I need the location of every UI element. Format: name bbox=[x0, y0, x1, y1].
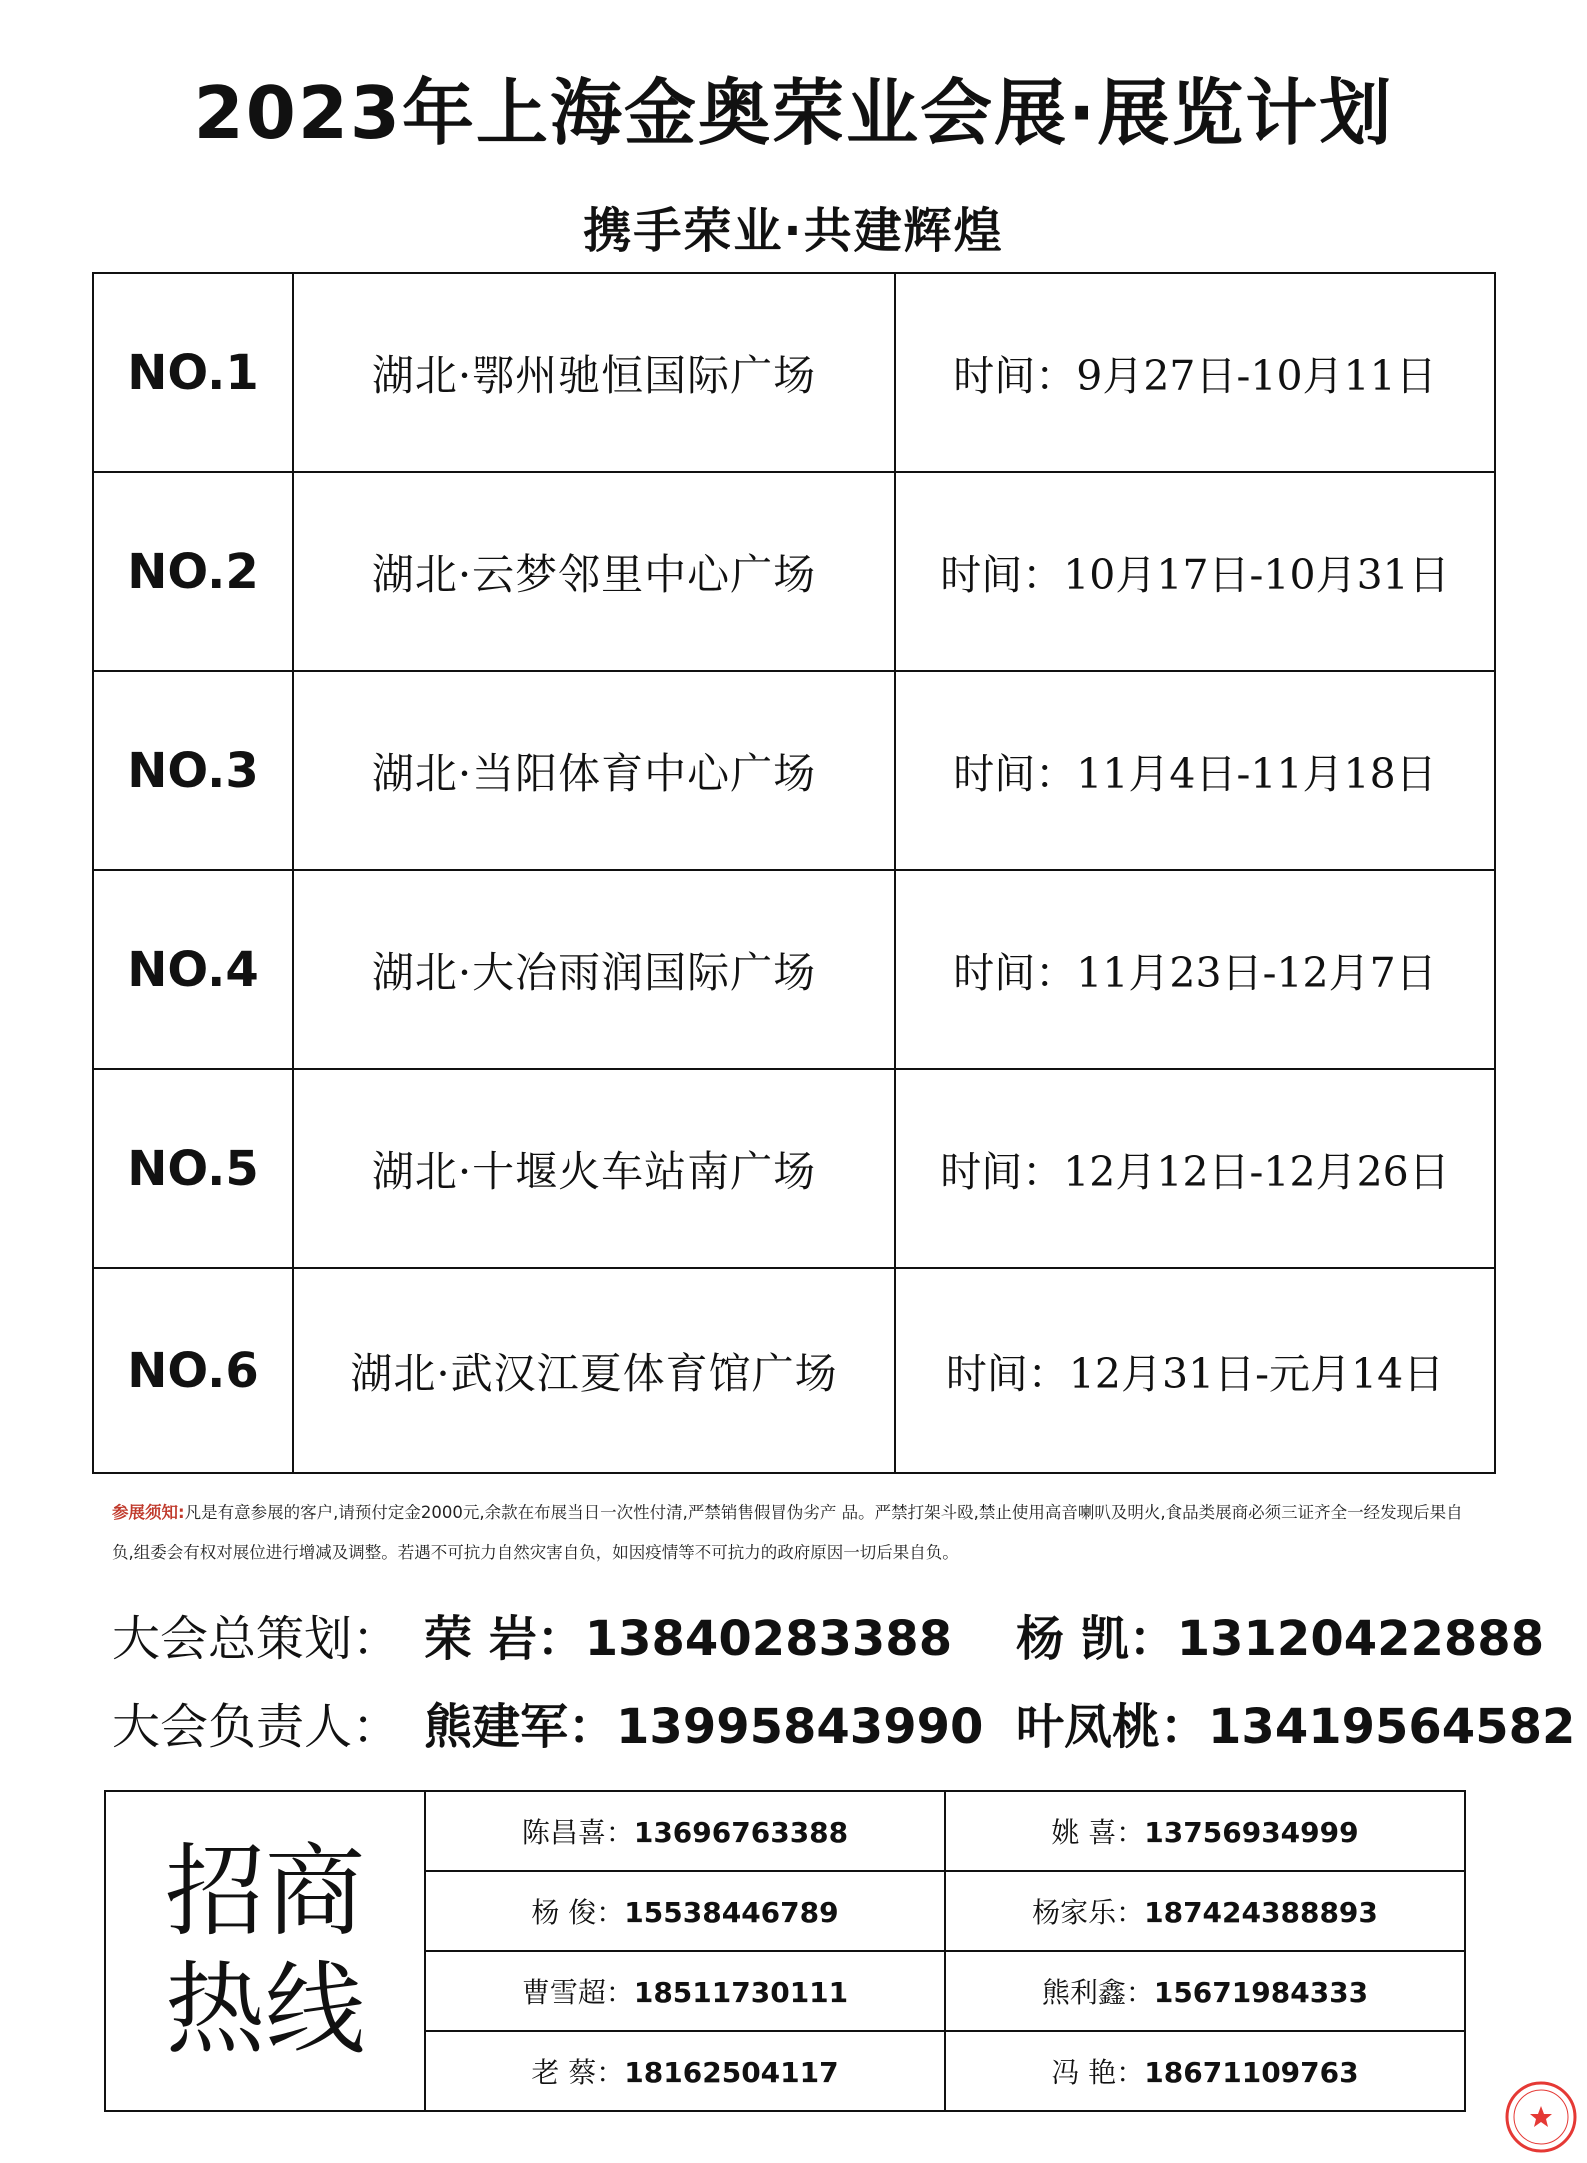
schedule-row bbox=[93, 472, 1495, 671]
planner-role: 大会总策划： bbox=[112, 1611, 401, 1667]
schedule-row bbox=[93, 870, 1495, 1069]
hotline-contact bbox=[425, 1871, 945, 1951]
contact-phone: 15538446789 bbox=[624, 1896, 839, 1929]
schedule-venue: 湖北·当阳体育中心广场 bbox=[293, 671, 895, 870]
contact-name: 叶凤桃： bbox=[1016, 1699, 1209, 1755]
schedule-row bbox=[93, 671, 1495, 870]
hotline-contact bbox=[425, 1951, 945, 2031]
schedule-number: NO.2 bbox=[93, 472, 293, 671]
contact-phone: 18511730111 bbox=[633, 1976, 849, 2009]
contact-phone: 18162504117 bbox=[624, 2056, 839, 2089]
schedule-number: NO.4 bbox=[93, 870, 293, 1069]
hotline-title bbox=[105, 1791, 425, 2111]
contact-name: 姚 喜： bbox=[1051, 1816, 1145, 1849]
schedule-venue: 湖北·武汉江夏体育馆广场 bbox=[293, 1268, 895, 1473]
page-subtitle: 携手荣业·共建辉煌 bbox=[583, 203, 1004, 259]
planner-contact bbox=[424, 1600, 1004, 1669]
schedule-row bbox=[93, 1069, 1495, 1268]
schedule-table bbox=[92, 272, 1496, 1474]
hotline-contact bbox=[945, 1951, 1465, 2031]
contact-phone: 13419564582 bbox=[1208, 1699, 1576, 1755]
manager-role: 大会负责人： bbox=[112, 1699, 401, 1755]
hotline-contact bbox=[425, 2031, 945, 2111]
schedule-time: 时间：12月12日-12月26日 bbox=[895, 1069, 1495, 1268]
contact-name: 杨家乐： bbox=[1032, 1896, 1145, 1929]
hotline-contact bbox=[945, 2031, 1465, 2111]
exhibitor-notice bbox=[112, 1493, 1482, 1573]
contact-name: 陈昌喜： bbox=[521, 1816, 634, 1849]
schedule-venue: 湖北·云梦邻里中心广场 bbox=[293, 472, 895, 671]
contact-name: 荣 岩： bbox=[424, 1611, 585, 1667]
schedule-time: 时间：11月4日-11月18日 bbox=[895, 671, 1495, 870]
contact-name: 熊利鑫： bbox=[1041, 1976, 1154, 2009]
schedule-number: NO.5 bbox=[93, 1069, 293, 1268]
contact-name: 杨 俊： bbox=[531, 1896, 625, 1929]
contact-phone: 13696763388 bbox=[633, 1816, 849, 1849]
schedule-venue: 湖北·鄂州驰恒国际广场 bbox=[293, 273, 895, 472]
manager-contact bbox=[1016, 1688, 1576, 1757]
contact-phone: 187424388893 bbox=[1144, 1896, 1378, 1929]
hotline-contact bbox=[425, 1791, 945, 1871]
contact-name: 老 蔡： bbox=[531, 2056, 625, 2089]
schedule-venue: 湖北·大冶雨润国际广场 bbox=[293, 870, 895, 1069]
contact-phone: 15671984333 bbox=[1153, 1976, 1369, 2009]
schedule-row bbox=[93, 273, 1495, 472]
contact-phone: 13995843990 bbox=[616, 1699, 984, 1755]
contact-name: 冯 艳： bbox=[1051, 2056, 1145, 2089]
page-title: 2023年上海金奥荣业会展·展览计划 bbox=[193, 71, 1394, 155]
contact-phone: 13756934999 bbox=[1144, 1816, 1359, 1849]
contact-phone: 13840283388 bbox=[584, 1611, 953, 1667]
contact-name: 熊建军： bbox=[424, 1699, 617, 1755]
manager-contact bbox=[424, 1688, 1004, 1757]
hotline-contact bbox=[945, 1871, 1465, 1951]
hotline-contact bbox=[945, 1791, 1465, 1871]
contact-name: 杨 凯： bbox=[1016, 1611, 1177, 1667]
hotline-row bbox=[105, 1791, 1465, 1871]
schedule-time: 时间：12月31日-元月14日 bbox=[895, 1268, 1495, 1473]
hotline-title-line: 热线 bbox=[165, 1951, 365, 2068]
contact-name: 曹雪超： bbox=[521, 1976, 634, 2009]
schedule-number: NO.6 bbox=[93, 1268, 293, 1473]
schedule-time: 时间：11月23日-12月7日 bbox=[895, 870, 1495, 1069]
contact-phone: 18671109763 bbox=[1144, 2056, 1359, 2089]
seal-stamp-icon bbox=[1504, 2080, 1578, 2154]
notice-label: 参展须知: bbox=[112, 1503, 185, 1522]
schedule-time: 时间：9月27日-10月11日 bbox=[895, 273, 1495, 472]
schedule-venue: 湖北·十堰火车站南广场 bbox=[293, 1069, 895, 1268]
seal-star-icon bbox=[1530, 2106, 1552, 2127]
planner-contact bbox=[1016, 1600, 1576, 1669]
schedule-time: 时间：10月17日-10月31日 bbox=[895, 472, 1495, 671]
manager-contacts bbox=[112, 1688, 1576, 1757]
schedule-number: NO.1 bbox=[93, 273, 293, 472]
schedule-number: NO.3 bbox=[93, 671, 293, 870]
hotline-title-line: 招商 bbox=[165, 1833, 365, 1950]
contact-phone: 13120422888 bbox=[1176, 1611, 1545, 1667]
planner-contacts bbox=[112, 1600, 1576, 1669]
notice-text: 凡是有意参展的客户,请预付定金2000元,余款在布展当日一次性付清,严禁销售假冒伪劣产 品。严禁打架斗殴,禁止使用高音喇叭及明火,食品类展商必须三证齐全一经发现后果自负,组委会有权对展位进行增减及调整。若遇不可抗力自然灾害自负，如因疫情等不可抗力的政府原因一切后果自负。 bbox=[112, 1503, 1463, 1562]
hotline-table bbox=[104, 1790, 1466, 2112]
schedule-row bbox=[93, 1268, 1495, 1473]
